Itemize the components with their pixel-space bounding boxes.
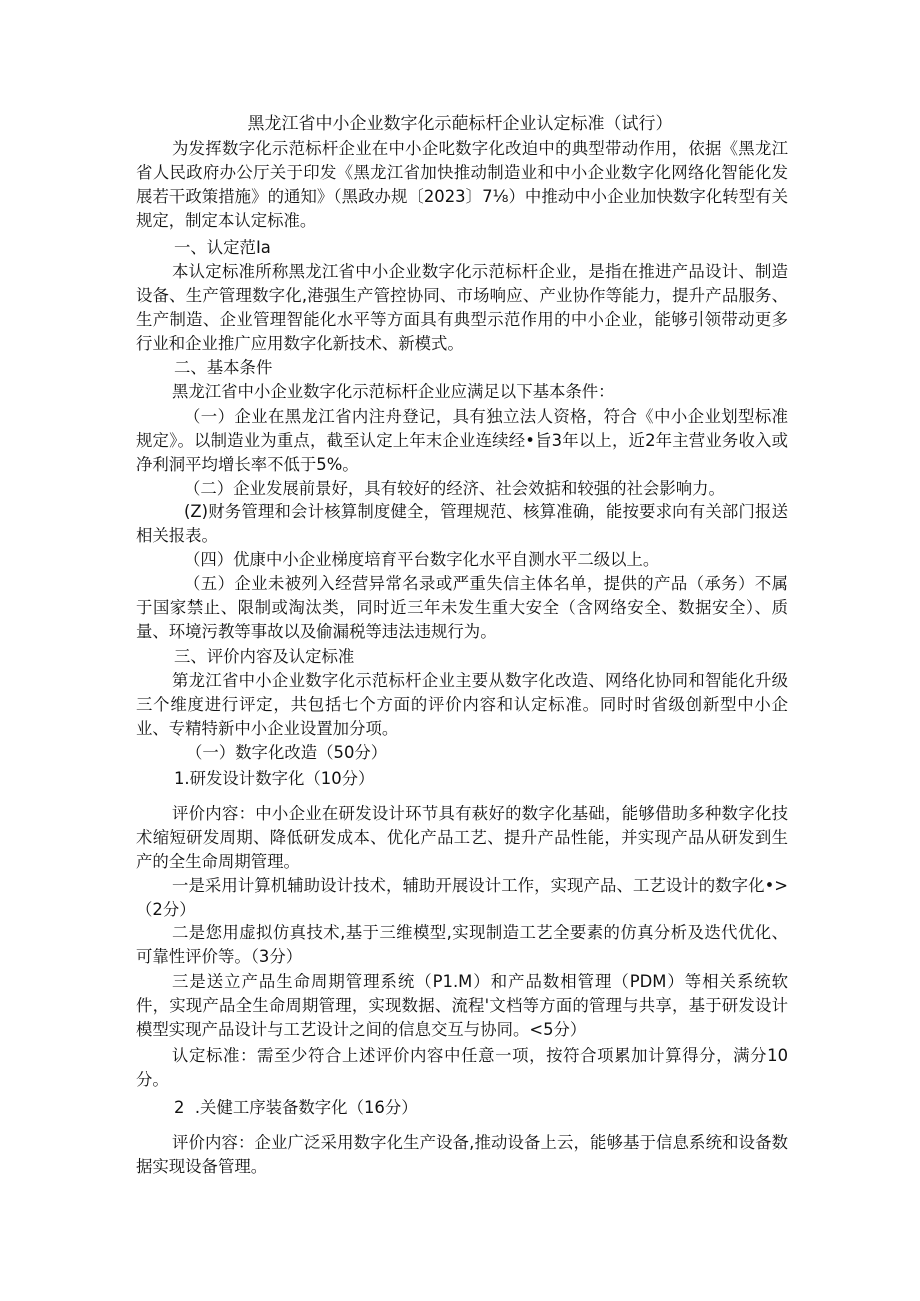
section-3-text: 第龙江省中小企业数字化示范标杆企业主要从数字化改造、网络化协同和智能化升级三个维度进行评定，共包括七个方面的评价内容和认定标准。同时时省级创新型中小企业、专精特新中小企业设置加分项。	[136, 671, 788, 738]
item-1-point-3: 三是送立产品生命周期管理系统（P1.M）和产品数相管理（PDM）等相关系统软件，实现产品全生命周期管理，实现数据、流程'文档等方面的管理与共享，基于研发设计模型实现产品设计与工艺设计之间的信息交互与协同。<5分）	[136, 972, 788, 1039]
subsection-1-heading: （一）数字化改造（50分）	[186, 743, 388, 762]
item-1-point-1: 一是采用计算机辅助设计技术，辅助开展设计工作，实现产品、工艺设计的数字化•>（2分）	[136, 876, 788, 919]
condition-5: （五）企业未被列入经营异常名录或严重失信主体名单，提供的产品（承务）不属于国家禁止、限制或淘汰类，同时近三年未发生重大安全（含网络安全、数据安全）、质量、环境污教等事故以及偷漏税等违法违规行为。	[136, 574, 788, 641]
document-title: 黑龙江省中小企业数字化示葩标杆企业认定标准（试行）	[247, 114, 673, 134]
item-1-heading: 1.研发设计数字化（10分）	[174, 769, 375, 788]
item-2-heading: 2 .关健工序装备数字化（16分）	[174, 1098, 418, 1117]
section-2-lead: 黑龙江省中小企业数字化示范标杆企业应满足以下基本条件：	[172, 382, 615, 401]
section-1-heading: 一、认定范Ia	[174, 238, 271, 257]
condition-2: （二）企业发展前景好，具有较好的经济、社会效掂和较强的社会影响力。	[184, 479, 725, 498]
item-1-content: 评价内容：中小企业在研发设计环节具有萩好的数字化基础，能够借助多种数字化技术缩短研发周期、降低研发成本、优化产品工艺、提升产品性能，并实现产品从研发到生产的全生命周期管理。	[136, 804, 788, 871]
section-2-heading: 二、基本条件	[174, 358, 273, 377]
item-1-standard: 认定标准：需至少符合上述评价内容中任意一项，按符合项累加计算得分，满分10分。	[136, 1046, 788, 1089]
condition-3: (Z)财务管理和会计核算制度健全，管理规范、核算准确，能按要求向有关部门报送相关报表。	[136, 502, 788, 545]
section-3-heading: 三、评价内容及认定标准	[174, 647, 355, 666]
intro-paragraph: 为发挥数字化示范标杆企业在中小企叱数字化改迫中的典型带动作用，依据《黑龙江省人民政府办公厅关于印发《黑龙江省加快推动制造业和中小企业数字化网络化智能化发展若干政策措施》的通知》（黑政办规〔2023〕7⅛）中推动中小企业加快数字化转型有关规定，制定本认定标准。	[136, 139, 788, 230]
condition-1: （一）企业在黑龙江省内注舟登记，具有独立法人资格，符合《中小企业划型标准规定》。以制造业为重点，截至认定上年末企业连续经•旨3年以上，近2年主营业务收入或净利洞平均增长率不低于5%。	[136, 407, 788, 474]
item-2-content: 评价内容：企业广泛采用数字化生产设备,推动设备上云，能够基于信息系统和设备数据实现设备管理。	[136, 1133, 788, 1176]
section-1-text: 本认定标准所称黑龙江省中小企业数字化示范标杆企业，是指在推进产品设计、制造设备、生产管理数字化,港强生产管控协同、市场响应、产业协作等能力，提升产品服务、生产制造、企业管理智能化水平等方面具有典型示范作用的中小企业，能够引领带动更多行业和企业推广应用数字化新技术、新模式。	[136, 262, 788, 353]
condition-4: （四）优康中小企业梯度培育平台数字化水平自测水平二级以上。	[184, 550, 660, 569]
item-1-point-2: 二是您用虚拟仿真技术,基于三维模型,实现制造工艺全要素的仿真分析及迭代优化、可靠性评价等。（3分）	[136, 923, 788, 966]
